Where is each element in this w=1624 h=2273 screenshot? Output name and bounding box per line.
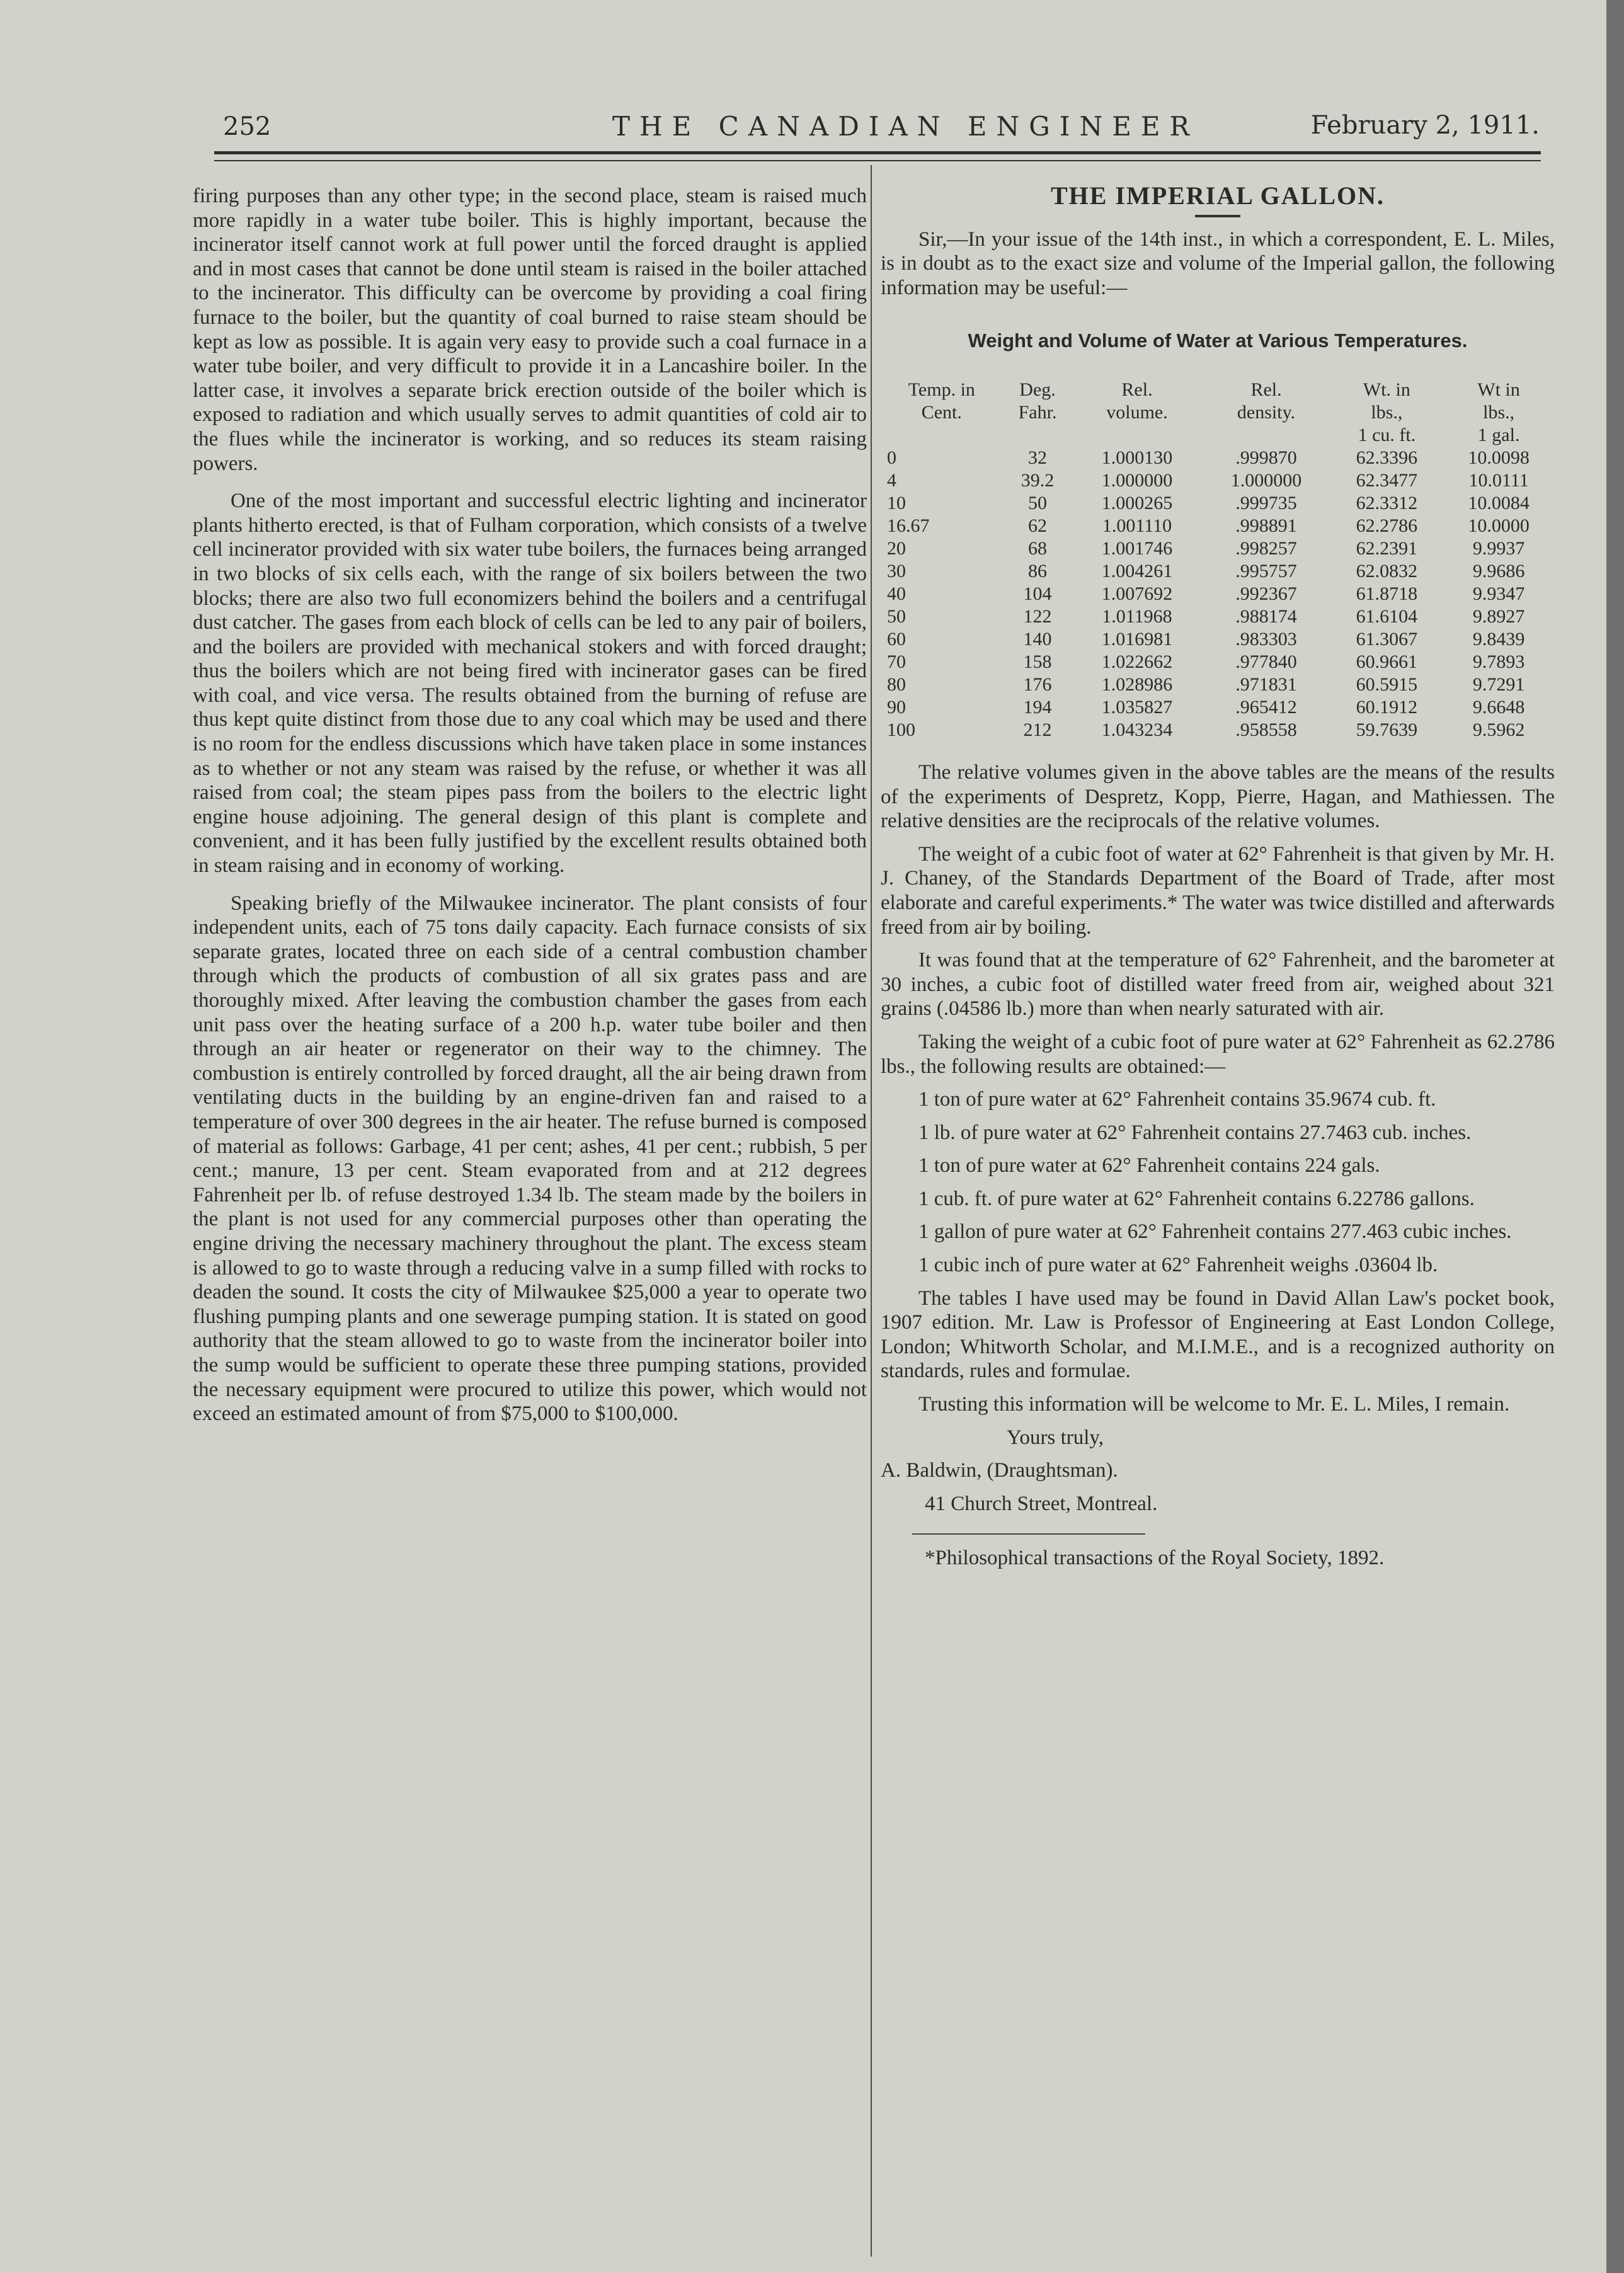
address: 41 Church Street, Montreal. bbox=[925, 1492, 1158, 1515]
article-title: THE IMPERIAL GALLON. bbox=[1050, 181, 1385, 210]
header-rel-density: Rel. density. bbox=[1237, 379, 1296, 423]
table-cell: 62.2391 bbox=[1356, 537, 1418, 559]
header-fahr: Deg. Fahr. bbox=[1018, 379, 1057, 423]
body-paragraph: Taking the weight of a cubic foot of pure water at 62° Fahrenheit as 62.2786 lbs., the following results are obtained:— bbox=[881, 1030, 1555, 1078]
table-cell: 80 bbox=[887, 673, 906, 695]
table-cell: 59.7639 bbox=[1356, 719, 1418, 740]
table-cell: 90 bbox=[887, 696, 906, 718]
table-cell: 62.2786 bbox=[1356, 515, 1418, 536]
title-rule bbox=[1195, 215, 1240, 217]
page-header bbox=[222, 106, 1541, 151]
table-cell: .998891 bbox=[1235, 515, 1297, 536]
table-cell: 194 bbox=[1023, 696, 1052, 718]
table-row bbox=[881, 447, 1555, 469]
table-cell: 1.011968 bbox=[1102, 605, 1172, 627]
table-cell: 9.9937 bbox=[1472, 537, 1525, 559]
footnote: *Philosophical transactions of the Royal Society, 1892. bbox=[925, 1547, 1385, 1570]
header-rule-thin bbox=[214, 160, 1541, 161]
intro-paragraph: Sir,—In your issue of the 14th inst., in which a correspondent, E. L. Miles, is in doubt as to the exact size and volume of the Imperial gallon, the following information may be useful:— bbox=[881, 227, 1555, 299]
table-cell: 9.8439 bbox=[1472, 628, 1525, 650]
table-cell: 10.0111 bbox=[1468, 469, 1529, 491]
left-paragraph: Speaking briefly of the Milwaukee incinerator. The plant consists of four independent units, each of 75 tons daily capacity. Each furnace consists of six separate grates, located three on each side of a central combustion chamber through which the products of combustion of all six grates pass and are thoroughly mixed. After leaving the combustion chamber the gases from each unit pass over the heating surface of a 200 h.p. water tube boiler and then through an air heater or regenerator on their way to the chimney. The combustion is entirely controlled by forced draught, all the air being drawn from ventilating ducts in the building by an engine-driven fan and raised to a temperature of over 300 degrees in the air heater. The refuse burned is composed of material as follows: Garbage, 41 per cent; ashes, 41 per cent.; rubbish, 5 per cent.; manure, 13 per cent. Steam evaporated from and at 212 degrees Fahrenheit per lb. of refuse destroyed 1.34 lb. The steam made by the boilers in the plant is not used for any commercial purposes other than operating the engine driving the necessary machinery throughout the plant. The excess steam is allowed to go to waste through a reducing valve in a sump filled with rocks to deaden the sound. It costs the city of Milwaukee $25,000 a year to operate two flushing pumping plants and one sewerage pumping station. It is stated on good authority that the steam allowed to go to waste from the incinerator boiler into the sump would be sufficient to operate these three pumping stations, provided the necessary equipment were procured to utilize this power, which would not exceed an estimated amount of from $75,000 to $100,000. bbox=[193, 891, 867, 1426]
table-cell: 62 bbox=[1028, 515, 1048, 536]
table-cell: 4 bbox=[887, 469, 896, 491]
table-cell: 30 bbox=[887, 560, 906, 581]
table-cell: 1.007692 bbox=[1101, 583, 1173, 604]
table-cell: 60.5915 bbox=[1356, 673, 1418, 695]
table-cell: 39.2 bbox=[1021, 469, 1055, 491]
table-header-row bbox=[881, 379, 1555, 447]
table-cell: .992367 bbox=[1235, 583, 1297, 604]
table-row bbox=[881, 651, 1555, 673]
table-cell: 1.000130 bbox=[1101, 447, 1173, 468]
result-line: 1 lb. of pure water at 62° Fahrenheit contains 27.7463 cub. inches. bbox=[918, 1121, 1472, 1144]
table-cell: 1.028986 bbox=[1101, 673, 1173, 695]
table-cell: 9.9686 bbox=[1472, 560, 1525, 581]
table-cell: 9.7291 bbox=[1472, 673, 1525, 695]
header-temp: Temp. in Cent. bbox=[908, 379, 975, 423]
table-cell: 62.3477 bbox=[1356, 469, 1418, 491]
left-paragraph: firing purposes than any other type; in the second place, steam is raised much more rapidly in a water tube boiler. This is highly important, because the incinerator itself cannot work at full power until the forced draught is applied and in most cases that cannot be done until steam is raised in the boiler attached to the incinerator. This difficulty can be overcome by providing a coal firing furnace to the boiler, but the quantity of coal burned to raise steam should be kept as low as possible. It is again very easy to provide such a coal furnace in a water tube boiler, and very difficult to provide it in a Lancashire boiler. In the latter case, it involves a separate brick erection outside of the boiler which is exposed to radiation and which usually serves to admit quantities of cold air to the flues while the incinerator is working, and so reduces its steam raising powers. bbox=[193, 185, 867, 475]
table-cell: 68 bbox=[1028, 537, 1048, 559]
table-cell: 1.000265 bbox=[1101, 492, 1173, 513]
table-cell: 1.035827 bbox=[1101, 696, 1173, 718]
table-cell: .999870 bbox=[1235, 447, 1297, 468]
table-cell: 140 bbox=[1023, 628, 1052, 650]
left-paragraph: One of the most important and successful electric lighting and incinerator plants hitherto erected, is that of Fulham corporation, which consists of a twelve cell incinerator provided with six water tube boilers, the furnaces being arranged in two blocks of six cells each, with the range of six boilers between the two blocks; there are also two full economizers behind the boilers and a centrifugal dust catcher. The gases from each block of cells can be led to any pair of boilers, and the boilers are provided with mechanical stokers and with forced draught; thus the boilers which are not being fired with incinerator gases can be fired with coal, and vice versa. The results obtained from the burning of refuse are thus kept quite distinct from those due to any coal which may be used and there is no room for the endless discussions which have taken place in some instances as to whether or not any steam was raised by the refuse, or whether it was all raised from coal; the steam pipes pass from the boilers to the electric light engine house adjoining. The general design of this plant is complete and convenient, and it has been fully justified by the excellent results obtained both in steam raising and in economy of working. bbox=[193, 490, 867, 878]
header-wt-cuft: Wt. in lbs., 1 cu. ft. bbox=[1358, 379, 1416, 445]
table-row bbox=[881, 628, 1555, 651]
table-cell: .999735 bbox=[1235, 492, 1297, 513]
table-cell: .965412 bbox=[1235, 696, 1297, 718]
table-cell: 158 bbox=[1023, 651, 1052, 672]
water-table bbox=[881, 379, 1555, 741]
table-cell: 62.0832 bbox=[1356, 560, 1418, 581]
header-rule bbox=[214, 151, 1541, 154]
table-row bbox=[881, 605, 1555, 628]
body-paragraph: The tables I have used may be found in David Allan Law's pocket book, 1907 edition. Mr. Law is Professor of Engineering at East London College, London; Whitworth Scholar, and M.I.M.E., and is a recognized authority on standards, rules and formulae. bbox=[881, 1286, 1555, 1383]
closing: Yours truly, bbox=[1007, 1426, 1104, 1449]
result-line: 1 ton of pure water at 62° Fahrenheit contains 224 gals. bbox=[918, 1154, 1380, 1177]
table-cell: .988174 bbox=[1235, 605, 1297, 627]
table-cell: 1.016981 bbox=[1101, 628, 1173, 650]
table-cell: 9.7893 bbox=[1472, 651, 1525, 672]
table-cell: .958558 bbox=[1235, 719, 1297, 740]
result-line: 1 cubic inch of pure water at 62° Fahrenheit weighs .03604 lb. bbox=[918, 1254, 1438, 1277]
table-cell: 9.9347 bbox=[1472, 583, 1525, 604]
table-cell: 32 bbox=[1028, 447, 1048, 468]
table-row bbox=[881, 492, 1555, 515]
table-cell: 1.001746 bbox=[1101, 537, 1173, 559]
table-row bbox=[881, 469, 1555, 492]
body-paragraph: The weight of a cubic foot of water at 62° Fahrenheit is that given by Mr. H. J. Chaney, of the Standards Department of the Board of Trade, after most elaborate and careful experiments.* The water was twice distilled and afterwards freed from air by boiling. bbox=[881, 842, 1555, 939]
table-cell: 61.6104 bbox=[1356, 605, 1418, 627]
table-cell: 10 bbox=[887, 492, 906, 513]
table-title: Weight and Volume of Water at Various Temperatures. bbox=[968, 329, 1468, 352]
table-row bbox=[881, 560, 1555, 583]
header-wt-gal: Wt in lbs., 1 gal. bbox=[1477, 379, 1520, 445]
table-cell: 9.8927 bbox=[1472, 605, 1525, 627]
table-cell: 122 bbox=[1023, 605, 1052, 627]
result-line: 1 gallon of pure water at 62° Fahrenheit contains 277.463 cubic inches. bbox=[918, 1220, 1512, 1244]
table-cell: 10.0084 bbox=[1468, 492, 1530, 513]
table-cell: 70 bbox=[887, 651, 906, 672]
body-paragraph: The relative volumes given in the above tables are the means of the results of the experiments of Despretz, Kopp, Pierre, Hagan, and Mathiessen. The relative densities are the reciprocals of the relative volumes. bbox=[881, 760, 1555, 833]
column-divider bbox=[871, 165, 872, 2257]
table-cell: 104 bbox=[1023, 583, 1052, 604]
table-cell: .998257 bbox=[1235, 537, 1297, 559]
result-line: 1 cub. ft. of pure water at 62° Fahrenheit contains 6.22786 gallons. bbox=[918, 1187, 1475, 1210]
table-row bbox=[881, 719, 1555, 741]
table-row bbox=[881, 583, 1555, 605]
table-cell: 1.022662 bbox=[1101, 651, 1173, 672]
table-cell: 1.004261 bbox=[1101, 560, 1173, 581]
table-cell: 1.000000 bbox=[1101, 469, 1173, 491]
table-cell: 1.001110 bbox=[1102, 515, 1172, 536]
table-cell: 10.0000 bbox=[1468, 515, 1530, 536]
table-body bbox=[881, 447, 1555, 741]
header-rel-volume: Rel. volume. bbox=[1106, 379, 1168, 423]
table-cell: 176 bbox=[1023, 673, 1052, 695]
body-paragraph: It was found that at the temperature of 62° Fahrenheit, and the barometer at 30 inches, a cubic foot of distilled water freed from air, weighed about 321 grains (.04586 lb.) more than when nearly saturated with air. bbox=[881, 949, 1555, 1021]
left-column bbox=[193, 184, 867, 1440]
table-cell: .983303 bbox=[1235, 628, 1297, 650]
table-cell: 86 bbox=[1028, 560, 1048, 581]
table-cell: 9.5962 bbox=[1472, 719, 1525, 740]
result-line: 1 ton of pure water at 62° Fahrenheit contains 35.9674 cub. ft. bbox=[918, 1088, 1436, 1111]
table-cell: 50 bbox=[887, 605, 906, 627]
page-number: 252 bbox=[223, 112, 272, 141]
table-cell: 61.3067 bbox=[1356, 628, 1418, 650]
table-cell: 1.043234 bbox=[1101, 719, 1173, 740]
table-cell: 60.1912 bbox=[1356, 696, 1418, 718]
signature: A. Baldwin, (Draughtsman). bbox=[881, 1459, 1118, 1482]
table-cell: 62.3396 bbox=[1356, 447, 1418, 468]
table-cell: 10.0098 bbox=[1468, 447, 1530, 468]
table-cell: 60.9661 bbox=[1356, 651, 1418, 672]
table-row bbox=[881, 673, 1555, 696]
table-cell: 50 bbox=[1028, 492, 1048, 513]
scan-edge bbox=[1606, 0, 1624, 2273]
table-cell: 60 bbox=[887, 628, 906, 650]
table-cell: .977840 bbox=[1235, 651, 1297, 672]
table-cell: 40 bbox=[887, 583, 906, 604]
table-cell: 61.8718 bbox=[1356, 583, 1418, 604]
table-row bbox=[881, 537, 1555, 560]
table-cell: 16.67 bbox=[887, 515, 930, 536]
issue-date: February 2, 1911. bbox=[1310, 111, 1540, 140]
table-cell: 100 bbox=[887, 719, 915, 740]
table-cell: 20 bbox=[887, 537, 906, 559]
table-row bbox=[881, 515, 1555, 537]
table-cell: 1.000000 bbox=[1230, 469, 1302, 491]
table-row bbox=[881, 696, 1555, 719]
right-column bbox=[881, 170, 1555, 1579]
table-cell: .995757 bbox=[1235, 560, 1297, 581]
table-cell: 212 bbox=[1023, 719, 1052, 740]
table-cell: 9.6648 bbox=[1472, 696, 1525, 718]
table-cell: 62.3312 bbox=[1356, 492, 1418, 513]
body-paragraph: Trusting this information will be welcome to Mr. E. L. Miles, I remain. bbox=[918, 1393, 1510, 1416]
table-cell: 0 bbox=[887, 447, 896, 468]
table-cell: .971831 bbox=[1235, 673, 1297, 695]
journal-title: THE CANADIAN ENGINEER bbox=[612, 111, 1199, 142]
footnote-rule bbox=[912, 1533, 1145, 1535]
